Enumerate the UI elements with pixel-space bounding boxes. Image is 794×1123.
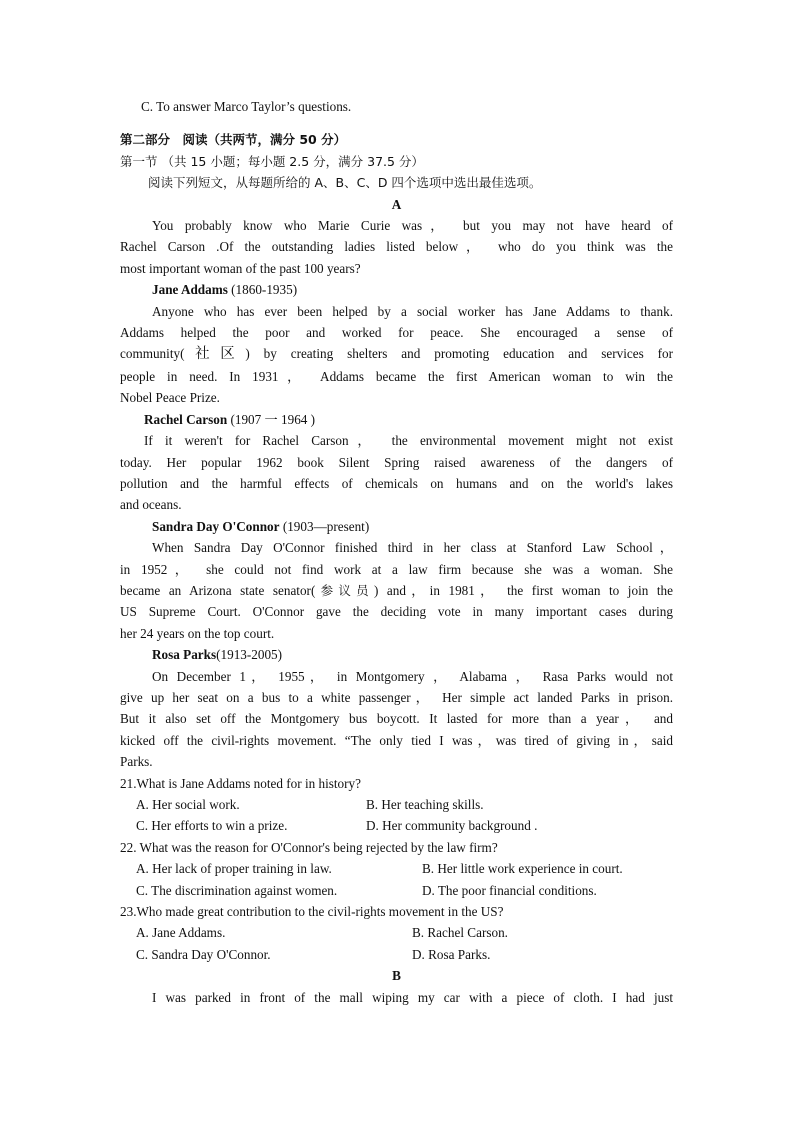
heading-rachel-carson <box>120 409 673 430</box>
carson-line: If it weren't for Rachel Carson， the environmental movement might not exist <box>144 433 673 449</box>
passage-a-label: A <box>391 196 402 212</box>
question-23-stem: 23.Who made great contribution to the civil-rights movement in the US? <box>120 904 504 920</box>
oconnor-line: in 1952， she could not find work at a law firm because she was a woman. She <box>120 561 673 577</box>
question-21-options-row <box>120 815 673 836</box>
question-23-options-row <box>120 944 673 965</box>
question-21-option-b[interactable]: B. Her teaching skills. <box>366 797 484 812</box>
carson-line: today. Her popular 1962 book Silent Spring raised awareness of the dangers of <box>120 454 673 470</box>
chinese-gloss: 参议员 <box>315 582 374 598</box>
text-fragment: community( <box>120 346 185 362</box>
passage-a-intro-line: Rachel Carson .Of the outstanding ladies listed below， who do you think was the <box>120 239 673 255</box>
question-21-option-d[interactable]: D. Her community background . <box>366 818 538 834</box>
heading-jane-addams <box>120 279 673 300</box>
addams-line: Anyone who has ever been helped by a social worker has Jane Addams to thank. <box>152 303 673 319</box>
oconnor-line: her 24 years on the top court. <box>120 625 275 641</box>
addams-line <box>120 343 673 365</box>
question-22-option-d[interactable]: D. The poor financial conditions. <box>422 882 597 898</box>
document-page <box>120 96 673 1008</box>
parks-line: give up her seat on a bus to a white passenger， Her simple act landed Parks in prison. <box>120 689 673 705</box>
person-name: Rachel Carson <box>144 411 228 427</box>
part2-heading: 第二部分 阅读（共两节，满分 50 分） <box>120 132 347 148</box>
question-23-option-d[interactable]: D. Rosa Parks. <box>412 946 491 962</box>
question-22-option-b[interactable]: B. Her little work experience in court. <box>422 861 623 877</box>
passage-b-line: I was parked in front of the mall wiping my car with a piece of cloth. I had just <box>152 989 673 1005</box>
person-name: Jane Addams <box>152 282 228 298</box>
person-name: Rosa Parks <box>152 647 217 663</box>
question-21-option-c[interactable]: C. Her efforts to win a prize. <box>136 818 288 834</box>
person-name: Sandra Day O'Connor <box>152 518 280 534</box>
question-22-options-row <box>120 858 673 879</box>
person-years: (1903—present) <box>279 518 370 534</box>
reading-instructions: 阅读下列短文，从每题所给的 A、B、C、D 四个选项中选出最佳选项。 <box>148 175 542 191</box>
question-21-stem: 21.What is Jane Addams noted for in history? <box>120 775 361 791</box>
passage-a-intro-line: most important woman of the past 100 years? <box>120 260 361 276</box>
passage-a-intro-line: You probably know who Marie Curie was， but you may not have heard of <box>152 218 673 234</box>
heading-rosa-parks <box>120 644 673 665</box>
person-years: (1907 一 1964 ) <box>227 411 316 427</box>
question-22-stem: 22. What was the reason for O'Connor's being rejected by the law firm? <box>120 839 498 855</box>
person-years: (1860-1935) <box>227 282 298 298</box>
carson-line: and oceans. <box>120 497 182 513</box>
question-22-option-a[interactable]: A. Her lack of proper training in law. <box>136 861 332 877</box>
question-23-option-a[interactable]: A. Jane Addams. <box>136 925 226 941</box>
question-22-options-row <box>120 880 673 901</box>
parks-line: But it also set off the Montgomery bus boycott. It lasted for more than a year， and <box>120 711 673 727</box>
oconnor-line: US Supreme Court. O'Connor gave the deciding vote in many important cases during <box>120 604 673 620</box>
text-fragment: ) by creating shelters and promoting education and services for <box>245 346 673 362</box>
person-years: (1913-2005) <box>216 647 283 663</box>
question-23-options-row <box>120 922 673 943</box>
addams-line: Addams helped the poor and worked for peace. She encouraged a sense of <box>120 325 673 341</box>
oconnor-line: When Sandra Day O'Connor finished third in her class at Stanford Law School， <box>152 540 673 556</box>
addams-line: Nobel Peace Prize. <box>120 390 220 406</box>
question-21-option-a[interactable]: A. Her social work. <box>136 797 240 812</box>
parks-line: Parks. <box>120 754 153 770</box>
previous-answer-option: C. To answer Marco Taylor’s questions. <box>141 99 352 114</box>
text-fragment: ) and，in 1981， the first woman to join the <box>373 582 673 598</box>
section1-heading: 第一节 （共 15 小题；每小题 2.5 分，满分 37.5 分） <box>120 153 424 169</box>
question-23-option-c[interactable]: C. Sandra Day O'Connor. <box>136 946 271 962</box>
text-fragment: became an Arizona state senator( <box>120 582 316 598</box>
parks-line: kicked off the civil-rights movement. “The only tied I was，was tired of giving in，said <box>120 732 673 748</box>
oconnor-line <box>120 580 673 601</box>
passage-b-label: B <box>392 968 401 984</box>
chinese-gloss: 社区 <box>184 346 246 363</box>
question-22-option-c[interactable]: C. The discrimination against women. <box>136 882 338 898</box>
carson-line: pollution and the harmful effects of chemicals on humans and on the world's lakes <box>120 475 673 491</box>
heading-sandra-day-oconnor <box>120 516 673 537</box>
question-23-option-b[interactable]: B. Rachel Carson. <box>412 925 508 941</box>
parks-line: On December 1， 1955， in Montgomery ， Alabama ， Rasa Parks would not <box>152 668 673 684</box>
question-21-options-row <box>120 794 673 815</box>
addams-line: people in need. In 1931， Addams became the first American woman to win the <box>120 368 673 384</box>
